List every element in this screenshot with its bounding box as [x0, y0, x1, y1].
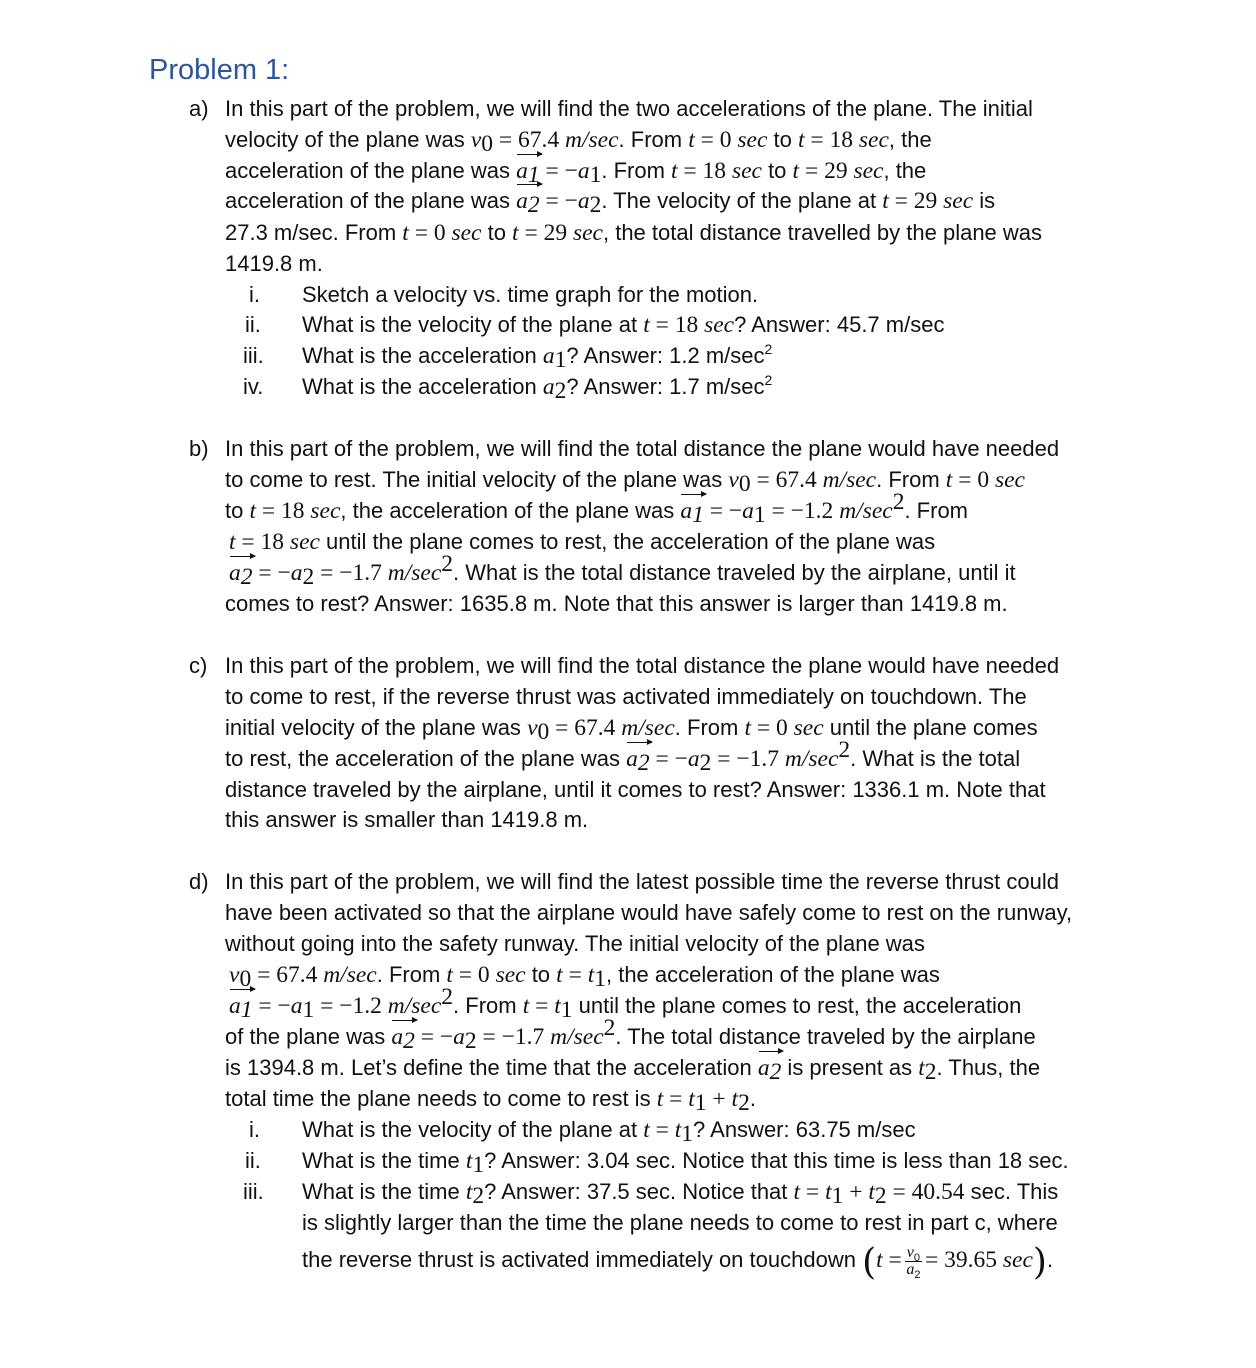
part-d-label: d) — [189, 869, 209, 894]
part-a-item-2: What is the velocity of the plane at t = 18 sec? Answer: 45.7 m/sec — [302, 312, 945, 338]
part-a-item-3-num: iii. — [243, 343, 264, 368]
part-a-line-4: acceleration of the plane was $a_2 = -a_2$. The velocity of the plane at t = 29 sec is — [225, 188, 996, 218]
part-d-item-3-num: iii. — [243, 1179, 264, 1204]
part-c-line-6: this answer is smaller than 1419.8 m. — [225, 807, 589, 832]
part-d-line-7: is 1394.8 m. Let’s define the time that the acceleration $a_2$ is present as $t_2$. Thus, the — [225, 1055, 1041, 1085]
part-b-line-2: to come to rest. The initial velocity of the plane was $v_0 = 67.4$ m/sec. From t = 0 sec — [225, 467, 1025, 497]
part-d-item-1: What is the velocity of the plane at $t = t_1$? Answer: 63.75 m/sec — [302, 1117, 916, 1147]
part-d-line-1: In this part of the problem, we will find the latest possible time the reverse thrust could — [225, 869, 1059, 894]
part-c-line-4: to rest, the acceleration of the plane was $a_2 = -a_2 = -1.7$ $m/\sec^2$. What is the total — [225, 737, 1021, 776]
part-a-item-3: What is the acceleration $a_1$? Answer: 1.2 $m/\sec^2$ — [302, 341, 773, 373]
part-a-line-3: acceleration of the plane was $a_1 = -a_1$. From t = 18 sec to t = 29 sec, the — [225, 158, 927, 188]
part-a-line-1: In this part of the problem, we will find the two accelerations of the plane. The initial — [225, 96, 1033, 121]
part-d-line-6: of the plane was $a_2 = -a_2 = -1.7$ $m/\sec^2$. The total distance traveled by the airplane — [225, 1015, 1036, 1054]
part-c-line-5: distance traveled by the airplane, until it comes to rest? Answer: 1336.1 m. Note that — [225, 777, 1046, 802]
part-b-line-4: t = 18 sec until the plane comes to rest, the acceleration of the plane was — [229, 529, 936, 555]
part-c-line-2: to come to rest, if the reverse thrust was activated immediately on touchdown. The — [225, 684, 1027, 709]
part-c-line-1: In this part of the problem, we will find the total distance the plane would have needed — [225, 653, 1060, 678]
part-a-item-2-num: ii. — [245, 312, 261, 337]
part-a-item-1-num: i. — [249, 282, 260, 307]
part-d-item-3-line-2: is slightly larger than the time the plane needs to come to rest in part c, where — [302, 1210, 1058, 1235]
part-d-item-3-line-3: the reverse thrust is activated immediately on touchdown (t = $\frac{v_0}{a_2}$ = 39.65 sec). — [302, 1242, 1054, 1283]
part-a-line-6: 1419.8 m. — [225, 251, 323, 276]
part-b-label: b) — [189, 436, 209, 461]
part-a-line-2: velocity of the plane was $v_0 = 67.4$ m/sec. From t = 0 sec to t = 18 sec, the — [225, 127, 932, 157]
part-c-line-3: initial velocity of the plane was $v_0 = 67.4$ m/sec. From t = 0 sec until the plane comes — [225, 715, 1038, 745]
part-b-line-5: $a_2 = -a_2 = -1.7$ $m/\sec^2$. What is the total distance traveled by the airplane, until it — [229, 551, 1016, 590]
part-b-line-6: comes to rest? Answer: 1635.8 m. Note that this answer is larger than 1419.8 m. — [225, 591, 1008, 616]
part-d-line-4: $v_0 = 67.4$ m/sec. From t = 0 sec to $t = t_1$, the acceleration of the plane was — [229, 962, 940, 992]
part-d-line-5: $a_1 = -a_1 = -1.2$ $m/\sec^2$. From $t = t_1$ until the plane comes to rest, the acceleration — [229, 984, 1022, 1023]
part-c-label: c) — [189, 653, 208, 678]
part-d-line-2: have been activated so that the airplane would have safely come to rest on the runway, — [225, 900, 1073, 925]
part-b-line-3: to t = 18 sec, the acceleration of the plane was $a_1 = -a_1 = -1.2$ $m/\sec^2$. From — [225, 489, 969, 528]
part-a-item-4: What is the acceleration $a_2$? Answer: 1.7 $m/\sec^2$ — [302, 372, 773, 404]
problem-title: Problem 1: — [149, 54, 290, 86]
part-d-item-3: What is the time $t_2$? Answer: 37.5 sec. Notice that $t = t_1 + t_2 = 40.54$ sec. This — [302, 1179, 1059, 1209]
part-d-item-2: What is the time $t_1$? Answer: 3.04 sec. Notice that this time is less than 18 sec. — [302, 1148, 1069, 1178]
part-d-line-8: total time the plane needs to come to rest is $t = t_1 + t_2$. — [225, 1086, 756, 1116]
part-d-line-3: without going into the safety runway. The initial velocity of the plane was — [225, 931, 925, 956]
part-b-line-1: In this part of the problem, we will find the total distance the plane would have needed — [225, 436, 1060, 461]
part-a-item-1: Sketch a velocity vs. time graph for the motion. — [302, 282, 759, 307]
part-d-item-2-num: ii. — [245, 1148, 261, 1173]
part-a-line-5: 27.3 m/sec. From t = 0 sec to t = 29 sec, the total distance travelled by the plane was — [225, 220, 1043, 246]
part-a-label: a) — [189, 96, 209, 121]
part-a-item-4-num: iv. — [243, 374, 264, 399]
part-d-item-1-num: i. — [249, 1117, 260, 1142]
